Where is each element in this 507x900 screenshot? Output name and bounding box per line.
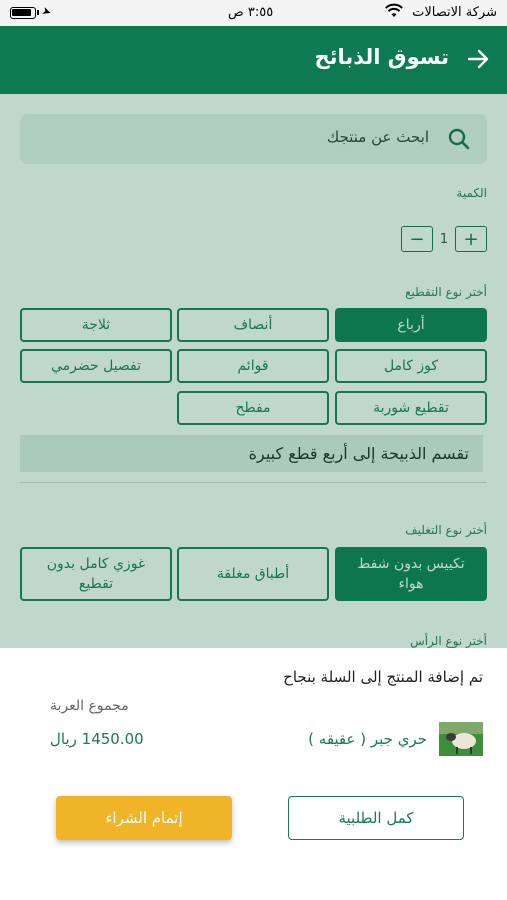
location-arrow-icon: ➤ bbox=[40, 3, 54, 20]
search-placeholder: ابحث عن منتجك bbox=[326, 128, 429, 146]
status-bar bbox=[0, 0, 507, 26]
product-thumbnail bbox=[439, 722, 483, 756]
head-type-label: أختر نوع الرأس bbox=[410, 634, 487, 648]
cut-option-hadrami[interactable]: تفصيل حضرمي bbox=[20, 349, 172, 383]
pack-option-whole-ghozi[interactable]: غوزي كامل بدون تقطيع bbox=[20, 547, 172, 601]
cart-product-name: حري جبر ( عقيقه ) bbox=[308, 730, 427, 748]
cut-option-halves[interactable]: أنصاف bbox=[177, 308, 329, 342]
search-input[interactable] bbox=[20, 114, 487, 164]
cut-option-mufattah[interactable]: مفطح bbox=[177, 391, 329, 425]
checkout-button[interactable]: إتمام الشراء bbox=[56, 796, 232, 840]
quantity-label: الكمية bbox=[456, 186, 487, 200]
cut-description: تقسم الذبيحة إلى أربع قطع كبيرة bbox=[20, 435, 483, 472]
quantity-plus-button[interactable]: + bbox=[455, 226, 487, 252]
cart-total-label: مجموع العربة bbox=[50, 698, 129, 714]
arrow-right-icon[interactable] bbox=[465, 46, 491, 72]
battery-tip bbox=[37, 10, 39, 15]
continue-shopping-button[interactable]: كمل الطلبية bbox=[288, 796, 464, 840]
packaging-type-label: أختر نوع التغليف bbox=[405, 523, 487, 537]
quantity-minus-button[interactable]: − bbox=[401, 226, 433, 252]
quantity-stepper bbox=[401, 226, 487, 252]
cart-bottom-sheet bbox=[0, 648, 507, 900]
wifi-icon bbox=[385, 3, 403, 19]
cut-option-quarters[interactable]: أرباع bbox=[335, 308, 487, 342]
pack-option-sealed-trays[interactable]: أطباق مغلقة bbox=[177, 547, 329, 601]
search-icon bbox=[447, 127, 471, 151]
cut-option-whole-kooz[interactable]: كوز كامل bbox=[335, 349, 487, 383]
product-options bbox=[0, 94, 507, 648]
page-title: تسوق الذبائح bbox=[314, 45, 449, 69]
pack-option-bagging[interactable]: تكييس بدون شفط هواء bbox=[335, 547, 487, 601]
section-divider bbox=[20, 482, 487, 483]
quantity-value: 1 bbox=[439, 231, 449, 247]
added-to-cart-message: تم إضافة المنتج إلى السلة بنجاح bbox=[283, 668, 483, 686]
status-time: ٣:٥٥ ص bbox=[228, 5, 274, 20]
cut-option-soup[interactable]: تقطيع شوربة bbox=[335, 391, 487, 425]
carrier-name: شركة الاتصالات bbox=[412, 5, 497, 20]
app-header bbox=[0, 26, 507, 94]
cutting-type-label: أختر نوع التقطيع bbox=[405, 285, 487, 299]
cut-option-fridge[interactable]: ثلاجة bbox=[20, 308, 172, 342]
cart-total-value: 1450.00 ريال bbox=[50, 730, 144, 748]
battery-icon bbox=[10, 7, 36, 19]
cut-option-legs[interactable]: قوائم bbox=[177, 349, 329, 383]
